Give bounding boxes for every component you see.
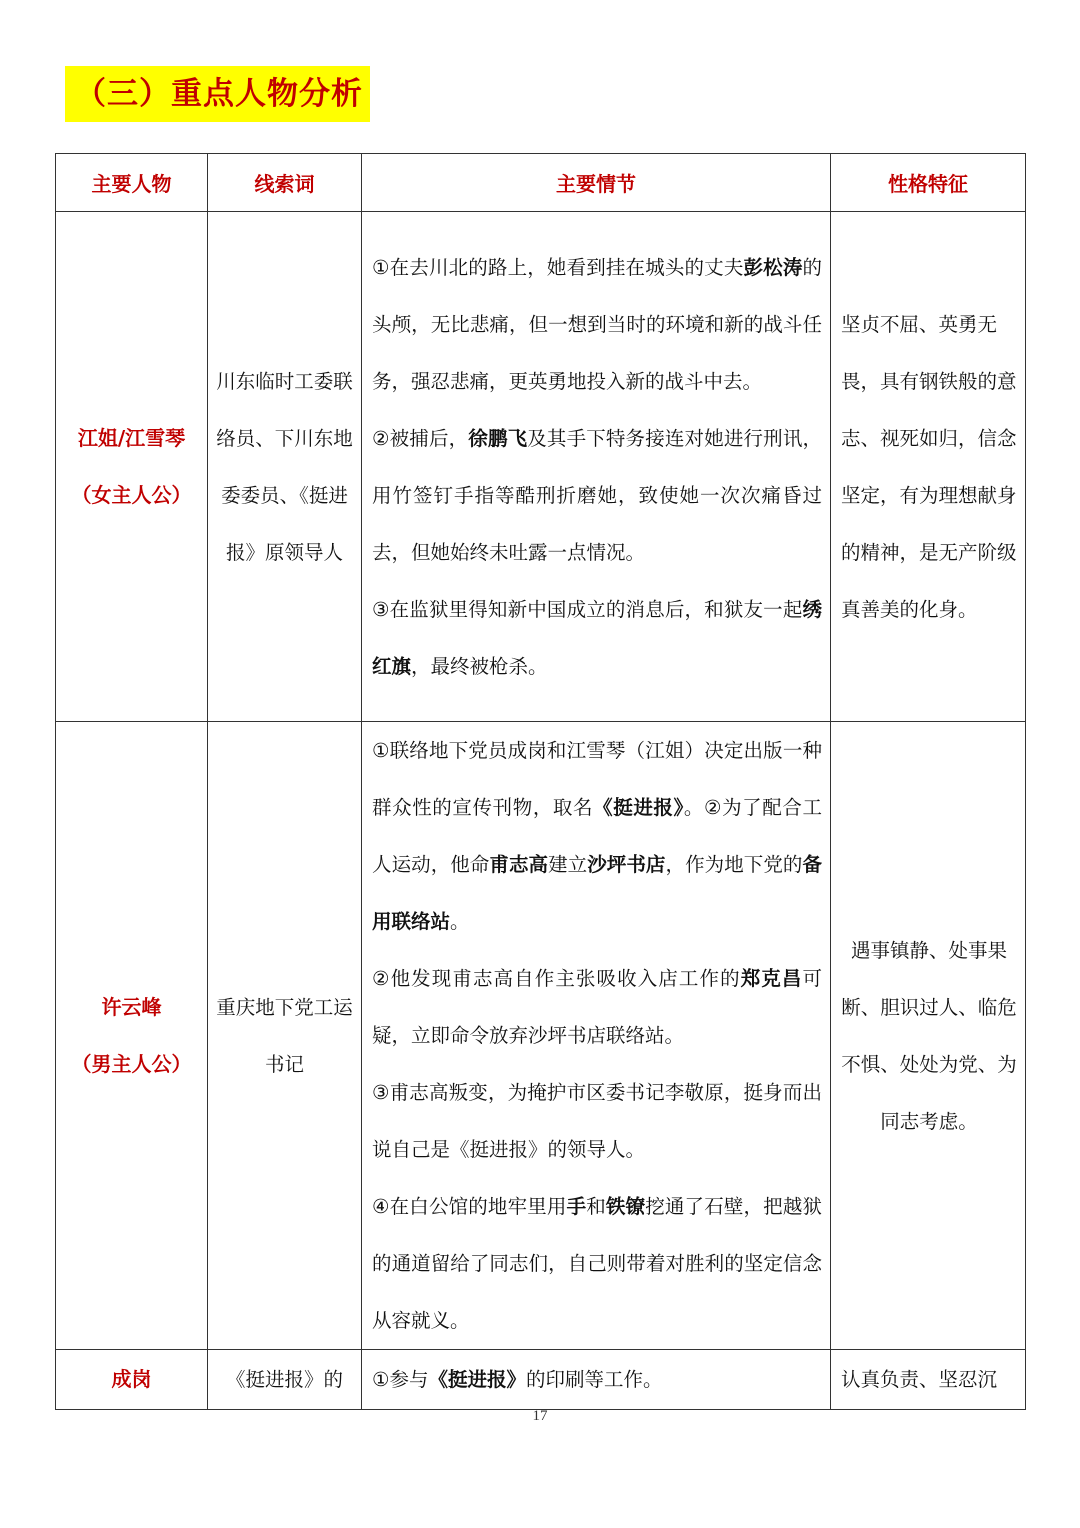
plot-text: 的印刷等工作。 [526,1368,663,1391]
plot-text: ①联络地下党员成岗和江雪琴（江姐）决定出版一种群众性的宣传刊物，取名 [372,739,822,819]
plot-text: ，最终被枪杀。 [411,654,548,678]
plot-text: ③在监狱里得知新中国成立的消息后，和狱友一起 [372,597,803,621]
plot-keyword: 备用联络站 [372,853,822,933]
clue-cell: 重庆地下党工运书记 [208,722,362,1350]
header-main-character: 主要人物 [56,154,208,212]
character-name: 许云峰 [101,994,162,1019]
plot-cell [362,212,831,722]
table-row [56,722,1026,1350]
plot-keyword: 甫志高 [489,853,549,876]
character-role: （女主人公） [71,482,192,507]
plot-keyword: 铁镣 [605,1195,646,1218]
plot-text: ①在去川北的路上，她看到挂在城头的丈夫 [372,255,744,279]
header-clue-words: 线索词 [208,154,362,212]
plot-keyword: 徐鹏飞 [468,426,528,450]
plot-text: 和 [586,1195,606,1218]
trait-cell: 认真负责、坚忍沉 [831,1350,1026,1410]
plot-keyword: 郑克昌 [740,967,803,990]
plot-keyword: 《挺进报》 [428,1368,526,1391]
header-main-plot: 主要情节 [362,154,831,212]
character-name: 成岗 [111,1367,152,1391]
character-name: 江姐/江雪琴 [77,425,186,450]
plot-text: ，作为地下党的 [665,853,803,876]
plot-keyword: 彭松涛 [743,255,803,279]
plot-cell [362,1350,831,1410]
plot-keyword: 绣红旗 [372,597,822,678]
character-name-cell [56,1350,208,1410]
plot-text: 。 [450,910,470,933]
plot-text: ③甫志高叛变，为掩护市区委书记李敬原，挺身而出说自己是《挺进报》的领导人。 [372,1081,822,1161]
trait-cell: 坚贞不屈、英勇无畏，具有钢铁般的意志、视死如归，信念坚定，有为理想献身的精神，是无产阶级真善美的化身。 [831,212,1026,722]
character-name-cell [56,212,208,722]
character-analysis-table [55,153,1026,1410]
table-header-row [56,154,1026,212]
plot-text: ①参与 [372,1368,429,1391]
plot-text: ②被捕后， [372,426,469,450]
plot-keyword: 沙坪书店 [587,853,666,876]
plot-text: 。②为了配合工人运动，他命 [372,796,822,876]
table-row [56,212,1026,722]
clue-cell: 《挺进报》的 [208,1350,362,1410]
plot-text: 的头颅，无比悲痛，但一想到当时的环境和新的战斗任务，强忍悲痛，更英勇地投入新的战斗中去。 [372,255,822,393]
clue-cell: 川东临时工委联络员、下川东地委委员、《挺进报》原领导人 [208,212,362,722]
plot-keyword: 《挺进报》 [593,796,684,819]
plot-keyword: 手 [566,1195,587,1218]
plot-text: 及其手下特务接连对她进行刑讯，用竹签钉手指等酷刑折磨她，致使她一次次痛昏过去，但她始终未吐露一点情况。 [372,426,822,564]
plot-cell [362,722,831,1350]
trait-cell: 遇事镇静、处事果断、胆识过人、临危不惧、处处为党、为同志考虑。 [831,722,1026,1350]
plot-text: 挖通了石壁，把越狱的通道留给了同志们，自己则带着对胜利的坚定信念从容就义。 [372,1195,822,1332]
plot-text: 可疑，立即命令放弃沙坪书店联络站。 [372,967,822,1047]
character-name-cell [56,722,208,1350]
section-title: （三）重点人物分析 [65,66,370,122]
plot-text: 建立 [548,853,588,876]
header-character-traits: 性格特征 [831,154,1026,212]
plot-text: ④在白公馆的地牢里用 [372,1195,567,1218]
character-role: （男主人公） [71,1051,192,1076]
plot-text: ②他发现甫志高自作主张吸收入店工作的 [372,967,741,990]
table-row [56,1350,1026,1410]
page-number: 17 [532,1408,548,1424]
